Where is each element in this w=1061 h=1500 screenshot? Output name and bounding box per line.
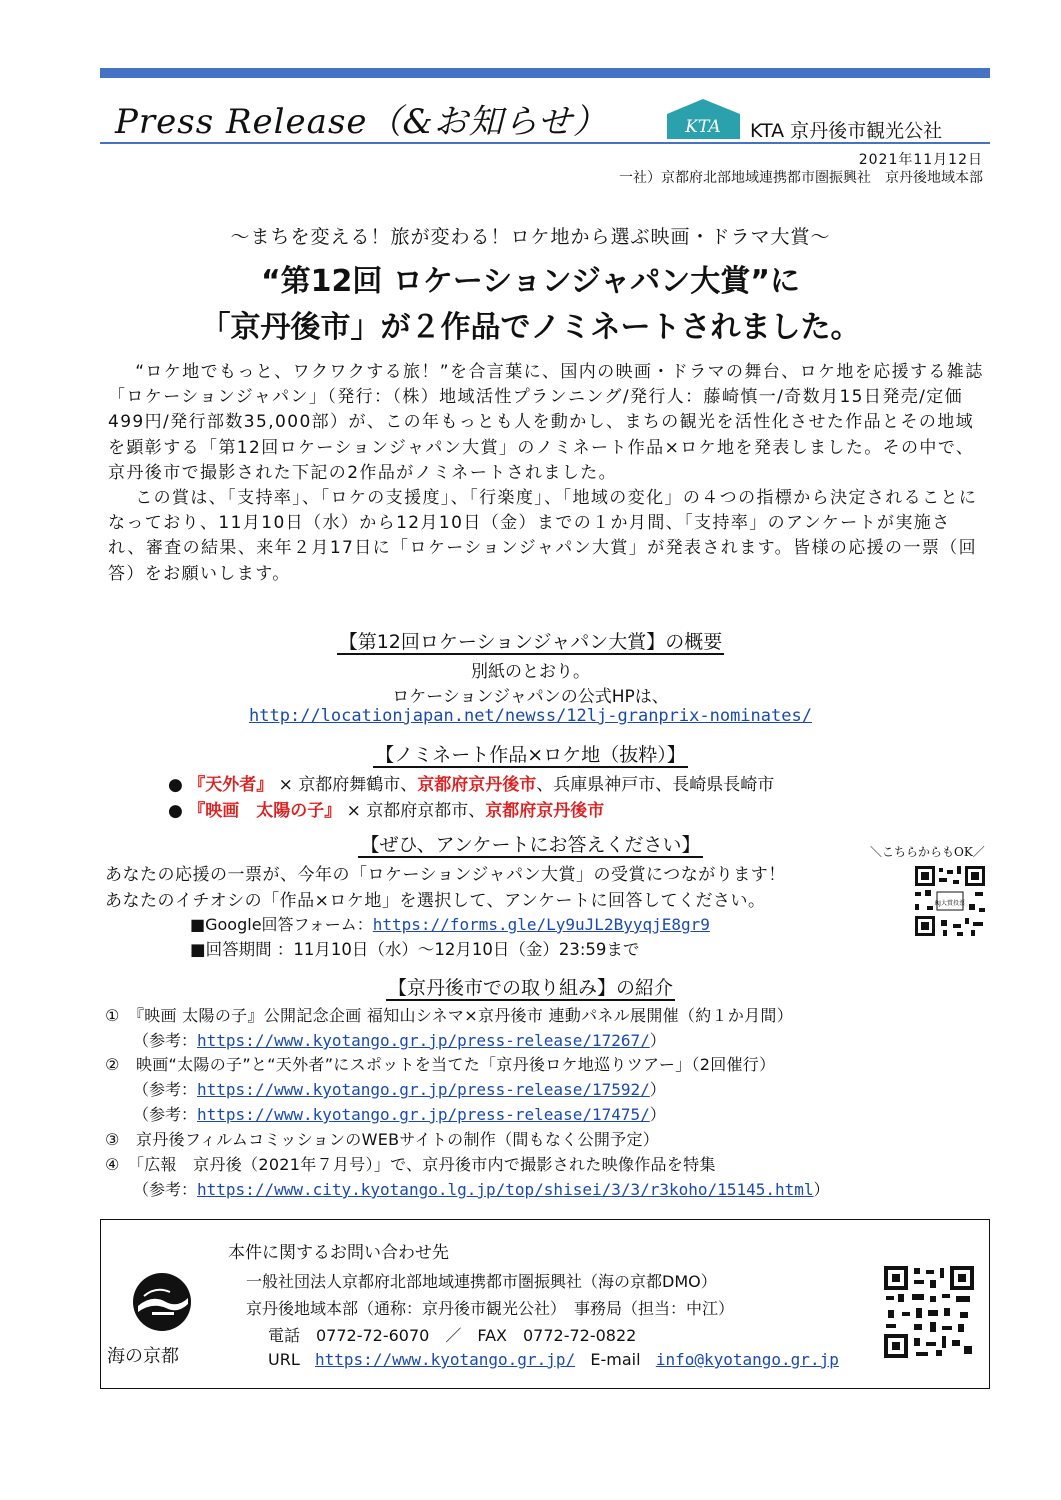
- nomination-location: 京都府京都市、: [366, 801, 486, 821]
- reference-link[interactable]: https://www.kyotango.gr.jp/press-release/17592/: [197, 1080, 650, 1099]
- ref-close: ）: [813, 1180, 830, 1199]
- overview-heading: [0, 627, 1061, 654]
- reference-row: [133, 1028, 666, 1051]
- emblem-label: 海の京都: [107, 1346, 179, 1367]
- reference-row: [133, 1077, 666, 1100]
- ref-open: （参考：: [133, 1180, 198, 1199]
- bullet-icon: ●: [168, 801, 183, 821]
- nominations-heading: [0, 740, 1061, 767]
- overview-url-link[interactable]: http://locationjapan.net/newss/12lj-granprix-nominates/: [249, 706, 812, 726]
- survey-heading-text: 【ぜひ、アンケートにお答えください】: [360, 834, 701, 856]
- reference-link[interactable]: https://www.city.kyotango.lg.jp/top/shisei/3/3/r3koho/15145.html: [197, 1180, 814, 1199]
- nominations-heading-text: 【ノミネート作品×ロケ地（抜粋）】: [375, 744, 686, 766]
- contact-qr-code[interactable]: [884, 1266, 974, 1358]
- kta-logo: [665, 98, 742, 140]
- body-paragraph-1: “ロケ地でもっと、ワクワクする旅！”を合言葉に、国内の映画・ドラマの舞台、ロケ地を応援する雑誌「ロケーションジャパン」（発行：（株）地域活性プランニング/発行人：藤崎慎一/奇数月15日発売/定価499円/発行部数35,000部）が、この年もっとも人を動かし、まちの観光を活性化させた作品とその地域を顕彰する「第12回ロケーションジャパン大賞」のノミネート作品×ロケ地を発表しました。その中で、京丹後市で撮影された下記の2作品がノミネートされました。: [108, 362, 984, 483]
- contact-phone-fax: 電話 0772-72-6070 ／ FAX 0772-72-0822: [268, 1326, 637, 1345]
- org-name: KTA 京丹後市観光公社: [750, 120, 943, 142]
- initiative-item-2: ② 映画“太陽の子”と“天外者”にスポットを当てた「京丹後ロケ地巡りツアー」（2回催行）: [105, 1055, 776, 1074]
- contact-url-link[interactable]: https://www.kyotango.gr.jp/: [315, 1350, 576, 1369]
- nomination-item: [168, 796, 604, 821]
- reference-row: [133, 1177, 830, 1200]
- svg-text:KTA: KTA: [685, 117, 721, 137]
- nomination-sep: ×: [346, 801, 361, 821]
- contact-org: 一般社団法人京都府北部地域連携都市圏振興社（海の京都DMO）: [246, 1272, 717, 1291]
- nomination-highlight: 京都府京丹後市: [485, 801, 605, 821]
- url-label: URL: [268, 1350, 300, 1369]
- initiative-item-1: ① 『映画 太陽の子』公開記念企画 福知山シネマ×京丹後市 連動パネル展開催（約１か月間）: [105, 1006, 794, 1025]
- headline-subtitle: ～まちを変える！旅が変わる！ロケ地から選ぶ映画・ドラマ大賞～: [230, 226, 831, 248]
- initiative-item-4: ④ 「広報 京丹後（2021年７月号）」で、京丹後市内で撮影された映像作品を特集: [105, 1155, 716, 1174]
- body-paragraph-2: この賞は、「支持率」、「ロケの支援度」、「行楽度」、「地域の変化」の４つの指標から決定されることになっており、11月10日（水）から12月10日（金）までの１か月間、「支持率」のアンケートが実施され、審査の結果、来年２月17日に「ロケーションジャパン大賞」が発表されます。皆様の応援の一票（回答）をお願いします。: [108, 488, 978, 584]
- nomination-location: 京都府舞鶴市、: [298, 775, 418, 795]
- ref-open: （参考：: [133, 1105, 198, 1124]
- headline-line-1: “第12回 ロケーションジャパン大賞”に: [260, 264, 801, 299]
- body-text: [108, 360, 988, 587]
- release-date: 2021年11月12日: [858, 152, 983, 168]
- survey-form-link[interactable]: https://forms.gle/Ly9uJL2ByyqjE8gr9: [372, 915, 710, 934]
- overview-heading-text: 【第12回ロケーションジャパン大賞】の概要: [338, 631, 723, 653]
- contact-web-row: [268, 1350, 839, 1369]
- survey-line-1: あなたの応援の一票が、今年の「ロケーションジャパン大賞」の受賞につながります！: [105, 865, 786, 885]
- overview-line-1: 別紙のとおり。: [471, 662, 590, 682]
- headline-line-2: 「京丹後市」が２作品でノミネートされました。: [200, 310, 861, 345]
- email-label: E-mail: [590, 1350, 641, 1369]
- bullet-icon: ●: [168, 775, 183, 795]
- survey-qr-code[interactable]: [913, 864, 987, 942]
- header-top-bar: [100, 68, 990, 78]
- reference-link[interactable]: https://www.kyotango.gr.jp/press-release/17475/: [197, 1105, 650, 1124]
- nomination-location-rest: 、兵庫県神戸市、長崎県長崎市: [536, 775, 775, 795]
- overview-url-row: [0, 706, 1061, 726]
- survey-line-2: あなたのイチオシの「作品×ロケ地」を選択して、アンケートに回答してください。: [105, 891, 766, 911]
- press-release-title: Press Release（&お知らせ）: [115, 102, 608, 142]
- umi-no-kyoto-emblem: [122, 1272, 202, 1332]
- ref-close: ）: [649, 1105, 666, 1124]
- nomination-highlight: 京都府京丹後市: [417, 775, 537, 795]
- issuer: 一社）京都府北部地域連携都市圏振興社 京丹後地域本部: [619, 170, 983, 186]
- contact-email-link[interactable]: info@kyotango.gr.jp: [655, 1350, 839, 1369]
- survey-period: ■回答期間 ：11月10日（水）～12月10日（金）23:59まで: [190, 940, 640, 959]
- survey-form-row: [190, 912, 710, 935]
- reference-row: [133, 1102, 666, 1125]
- ref-open: （参考：: [133, 1031, 198, 1050]
- ref-close: ）: [649, 1080, 666, 1099]
- nomination-sep: ×: [278, 775, 293, 795]
- nomination-title: 『天外者』: [188, 775, 274, 795]
- survey-form-label: ■Google回答フォーム：: [190, 915, 373, 934]
- ref-open: （参考：: [133, 1080, 198, 1099]
- initiatives-heading: [0, 973, 1061, 1000]
- overview-line-2: ロケーションジャパンの公式HPは、: [392, 687, 669, 707]
- nomination-title: 『映画 太陽の子』: [188, 801, 342, 821]
- initiative-item-3: ③ 京丹後フィルムコミッションのWEBサイトの制作（間もなく公開予定）: [105, 1130, 660, 1149]
- contact-heading: 本件に関するお問い合わせ先: [228, 1243, 449, 1263]
- svg-text:RJ大賞投票: RJ大賞投票: [935, 900, 965, 907]
- nomination-item: [168, 770, 774, 795]
- survey-qr-note: ＼こちらからもOK／: [870, 845, 985, 859]
- reference-link[interactable]: https://www.kyotango.gr.jp/press-release/17267/: [197, 1031, 650, 1050]
- initiatives-heading-text: 【京丹後市での取り組み】の紹介: [387, 977, 673, 999]
- contact-dept: 京丹後地域本部（通称：京丹後市観光公社） 事務局（担当：中江）: [246, 1299, 735, 1318]
- ref-close: ）: [649, 1031, 666, 1050]
